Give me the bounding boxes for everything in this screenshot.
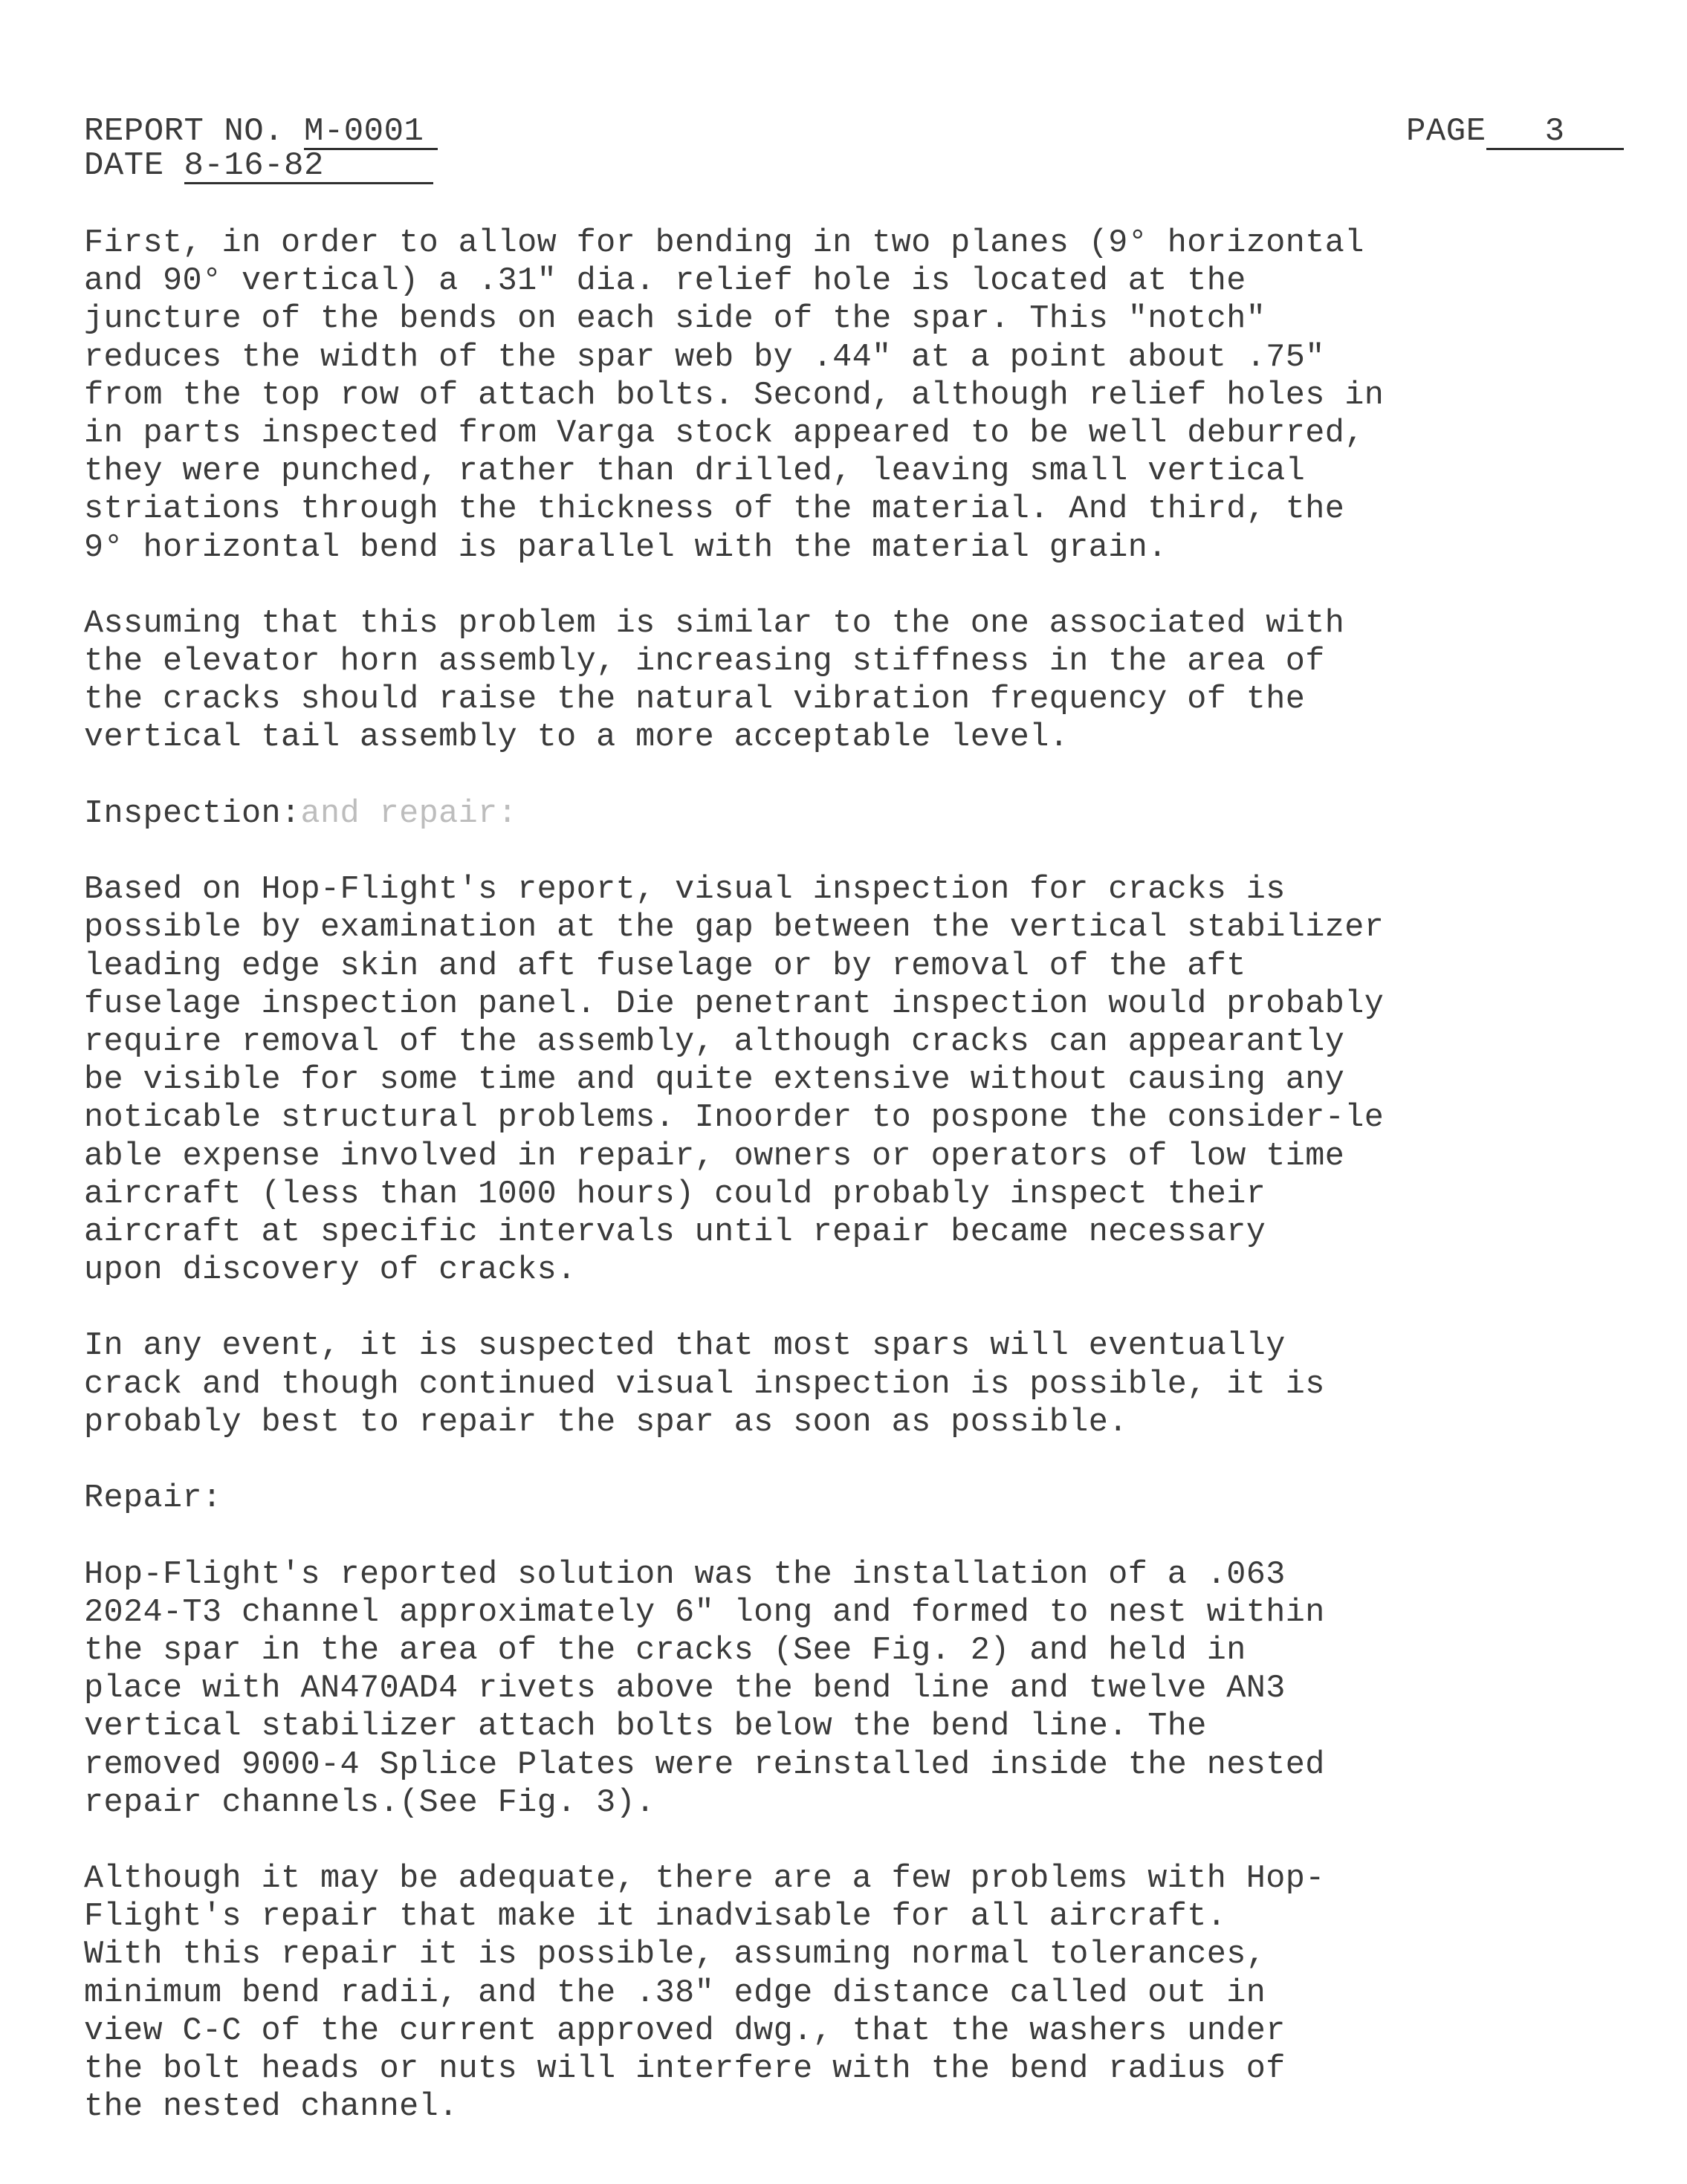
- section-heading-repair: [84, 1480, 1630, 1517]
- text-line: they were punched, rather than drilled, leaving small vertical: [84, 453, 1306, 490]
- text-line: striations through the thickness of the material. And third, the: [84, 491, 1345, 528]
- text-line: leading edge skin and aft fuselage or by removal of the aft: [84, 947, 1246, 985]
- report-number-value: M-0001: [304, 115, 438, 150]
- paragraph-repair-problems: [84, 1860, 1630, 2126]
- paragraph-hop-flight-solution: [84, 1556, 1630, 1822]
- text-line: juncture of the bends on each side of the spar. This "notch": [84, 301, 1266, 338]
- text-line: in parts inspected from Varga stock appeared to be well deburred,: [84, 415, 1364, 452]
- text-line: able expense involved in repair, owners or operators of low time: [84, 1138, 1345, 1175]
- text-line: the bolt heads or nuts will interfere with the bend radius of: [84, 2051, 1286, 2088]
- date-label: DATE: [84, 147, 164, 184]
- text-line: the spar in the area of the cracks (See Fig. 2) and held in: [84, 1632, 1246, 1669]
- text-line: Flight's repair that make it inadvisable for all aircraft.: [84, 1899, 1227, 1936]
- text-line: Although it may be adequate, there are a few problems with Hop-: [84, 1861, 1325, 1898]
- report-number-label: REPORT NO.: [84, 113, 285, 150]
- text-line: Based on Hop-Flight's report, visual inspection for cracks is: [84, 872, 1286, 909]
- text-line: and 90° vertical) a .31" dia. relief hole is located at the: [84, 263, 1246, 300]
- struck-heading-text: and repair:: [300, 795, 518, 832]
- page-number-label: PAGE: [1406, 113, 1486, 150]
- text-line: view C-C of the current approved dwg., that the washers under: [84, 2012, 1286, 2049]
- text-line: reduces the width of the spar web by .44" at a point about .75": [84, 339, 1325, 376]
- text-line: First, in order to allow for bending in two planes (9° horizontal: [84, 225, 1364, 262]
- text-line: With this repair it is possible, assuming normal tolerances,: [84, 1937, 1266, 1974]
- page-number-line: [1406, 113, 1624, 150]
- text-line: minimum bend radii, and the .38" edge distance called out in: [84, 1974, 1266, 2012]
- text-line: aircraft (less than 1000 hours) could probably inspect their: [84, 1176, 1266, 1213]
- text-line: the elevator horn assembly, increasing stiffness in the area of: [84, 644, 1325, 681]
- date-line: [84, 147, 433, 184]
- text-line: noticable structural problems. Inoorder to pospone the consider-le: [84, 1100, 1385, 1137]
- text-line: be visible for some time and quite extensive without causing any: [84, 1062, 1345, 1099]
- paragraph-spar-notch: [84, 224, 1630, 567]
- report-number-line: [84, 113, 438, 150]
- text-line: removed 9000-4 Splice Plates were reinstalled inside the nested: [84, 1746, 1325, 1783]
- heading-text: Inspection:: [84, 795, 301, 832]
- text-line: repair channels.(See Fig. 3).: [84, 1784, 655, 1821]
- text-line: vertical tail assembly to a more acceptable level.: [84, 719, 1069, 756]
- text-line: probably best to repair the spar as soon as possible.: [84, 1404, 1128, 1441]
- text-line: the cracks should raise the natural vibration frequency of the: [84, 681, 1306, 719]
- text-line: fuselage inspection panel. Die penetrant inspection would probably: [84, 985, 1385, 1023]
- text-line: the nested channel.: [84, 2089, 459, 2126]
- text-line: Hop-Flight's reported solution was the installation of a .063: [84, 1556, 1286, 1593]
- section-heading-inspection: [84, 795, 1630, 833]
- paragraph-stiffness: [84, 605, 1630, 757]
- text-line: vertical stabilizer attach bolts below the bend line. The: [84, 1708, 1207, 1746]
- text-line: Assuming that this problem is similar to the one associated with: [84, 605, 1345, 642]
- text-line: upon discovery of cracks.: [84, 1252, 577, 1289]
- page-number-value: 3: [1486, 115, 1624, 150]
- paragraph-any-event: [84, 1327, 1630, 1442]
- heading-text: Repair:: [84, 1480, 222, 1517]
- text-line: from the top row of attach bolts. Second, although relief holes in: [84, 377, 1385, 414]
- date-value: 8-16-82: [184, 149, 433, 184]
- text-line: crack and though continued visual inspection is possible, it is: [84, 1366, 1325, 1403]
- text-line: 2024-T3 channel approximately 6" long and formed to nest within: [84, 1594, 1325, 1631]
- text-line: possible by examination at the gap between the vertical stabilizer: [84, 910, 1385, 947]
- text-line: aircraft at specific intervals until repair became necessary: [84, 1213, 1266, 1251]
- text-line: require removal of the assembly, although cracks can appearantly: [84, 1023, 1345, 1060]
- paragraph-inspection: [84, 871, 1630, 1289]
- text-line: place with AN470AD4 rivets above the bend line and twelve AN3: [84, 1671, 1286, 1708]
- report-body: [84, 224, 1630, 2165]
- text-line: In any event, it is suspected that most spars will eventually: [84, 1328, 1286, 1365]
- text-line: 9° horizontal bend is parallel with the material grain.: [84, 529, 1168, 566]
